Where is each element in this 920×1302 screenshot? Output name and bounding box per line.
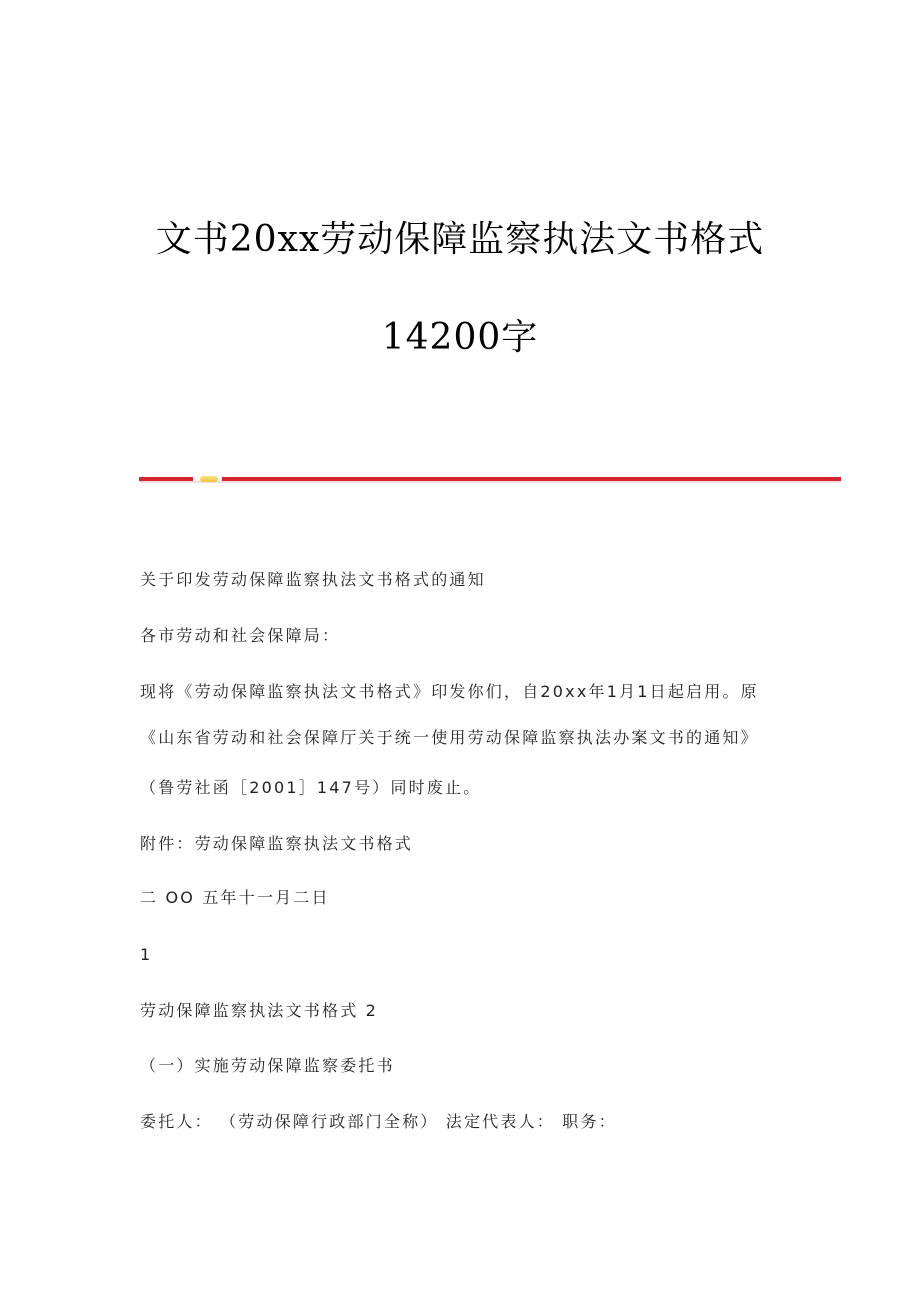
divider-left-segment xyxy=(139,477,193,481)
body-line-3: （鲁劳社函［2001］147号）同时废止。 xyxy=(140,778,482,797)
title-divider xyxy=(139,477,841,483)
divider-ornament-icon xyxy=(200,476,218,482)
date-line: 二 ОО 五年十一月二日 xyxy=(140,888,330,907)
divider-right-segment xyxy=(222,477,841,481)
divider-shadow xyxy=(139,481,841,483)
document-title-word-count: 14200字 xyxy=(381,317,539,358)
subsection-heading: （一）实施劳动保障监察委托书 xyxy=(140,1056,395,1075)
principal-line: 委托人： （劳动保障行政部门全称） 法定代表人： 职务： xyxy=(140,1112,617,1131)
document-title: 文书20xx劳动保障监察执法文书格式 xyxy=(155,219,765,260)
body-line-1: 现将《劳动保障监察执法文书格式》印发你们，自20xx年1月1日起启用。原 xyxy=(140,682,759,701)
section-heading: 劳动保障监察执法文书格式 2 xyxy=(140,1001,379,1020)
attachment-line: 附件：劳动保障监察执法文书格式 xyxy=(140,834,414,853)
body-line-2: 《山东省劳动和社会保障厅关于统一使用劳动保障监察执法办案文书的通知》 xyxy=(140,728,759,747)
addressee: 各市劳动和社会保障局： xyxy=(140,626,341,645)
notice-title: 关于印发劳动保障监察执法文书格式的通知 xyxy=(140,570,486,589)
page-number: 1 xyxy=(140,945,153,964)
